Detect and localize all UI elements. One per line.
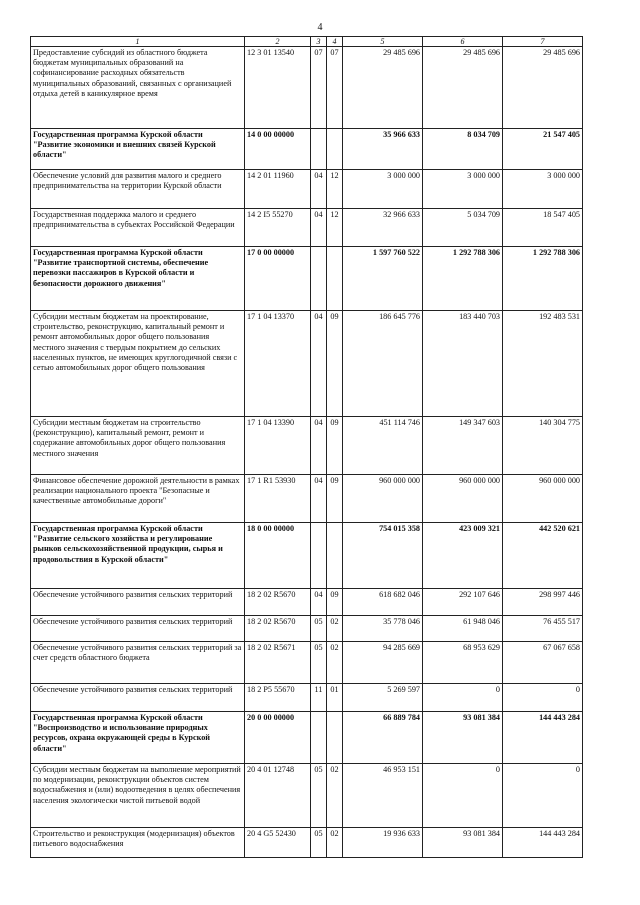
column-header: 4	[327, 37, 343, 47]
row-amount-cell: 35 966 633	[343, 129, 423, 170]
row-amount-cell: 5 034 709	[423, 209, 503, 247]
column-header: 3	[311, 37, 327, 47]
column-header: 5	[343, 37, 423, 47]
row-amount-cell: 192 483 531	[503, 311, 583, 417]
row-section-cell	[311, 712, 327, 764]
row-subsection-cell: 09	[327, 589, 343, 616]
row-amount-cell: 8 034 709	[423, 129, 503, 170]
row-code-cell: 14 0 00 00000	[245, 129, 311, 170]
row-amount-cell: 68 953 629	[423, 642, 503, 684]
row-code-cell: 17 1 R1 53930	[245, 475, 311, 523]
column-header: 2	[245, 37, 311, 47]
row-section-cell: 05	[311, 616, 327, 642]
row-subsection-cell: 07	[327, 47, 343, 129]
column-header: 6	[423, 37, 503, 47]
row-subsection-cell	[327, 247, 343, 311]
table-row	[31, 209, 583, 247]
row-section-cell	[311, 247, 327, 311]
table-row	[31, 684, 583, 712]
row-amount-cell: 32 966 633	[343, 209, 423, 247]
page-number: 4	[317, 22, 323, 33]
row-amount-cell: 3 000 000	[423, 170, 503, 209]
row-code-cell: 17 0 00 00000	[245, 247, 311, 311]
program-row	[31, 247, 583, 311]
row-name-cell: Государственная поддержка малого и среднего предпринимательства в субъектах Российской Федерации	[31, 209, 245, 247]
table-row	[31, 642, 583, 684]
row-name-cell: Предоставление субсидий из областного бюджета бюджетам муниципальных образований на софинансирование расходных обязательств муниципальных образований, связанных с организацией отдыха детей в каникулярное время	[31, 47, 245, 129]
table-row	[31, 764, 583, 828]
row-name-cell: Финансовое обеспечение дорожной деятельности в рамках реализации национального проекта "Безопасные и качественные автомобильные дороги"	[31, 475, 245, 523]
row-section-cell: 05	[311, 764, 327, 828]
row-amount-cell: 3 000 000	[503, 170, 583, 209]
row-amount-cell: 29 485 696	[503, 47, 583, 129]
row-section-cell: 04	[311, 209, 327, 247]
row-code-cell: 14 2 01 11960	[245, 170, 311, 209]
row-section-cell: 04	[311, 417, 327, 475]
row-name-cell: Субсидии местным бюджетам на строительство (реконструкцию), капитальный ремонт, ремонт и содержание автомобильных дорог общего пользования местного значения	[31, 417, 245, 475]
row-amount-cell: 93 081 384	[423, 712, 503, 764]
row-subsection-cell: 02	[327, 764, 343, 828]
table-row	[31, 170, 583, 209]
row-section-cell	[311, 129, 327, 170]
row-amount-cell: 67 067 658	[503, 642, 583, 684]
row-section-cell: 04	[311, 589, 327, 616]
row-amount-cell: 76 455 517	[503, 616, 583, 642]
row-amount-cell: 442 520 621	[503, 523, 583, 589]
row-subsection-cell	[327, 129, 343, 170]
table-body	[31, 47, 583, 858]
row-amount-cell: 94 285 669	[343, 642, 423, 684]
row-amount-cell: 61 948 046	[423, 616, 503, 642]
row-name-cell: Обеспечение устойчивого развития сельских территорий	[31, 616, 245, 642]
row-amount-cell: 423 009 321	[423, 523, 503, 589]
table-row	[31, 616, 583, 642]
table-row	[31, 589, 583, 616]
row-subsection-cell: 12	[327, 170, 343, 209]
row-amount-cell: 35 778 046	[343, 616, 423, 642]
row-amount-cell: 144 443 284	[503, 712, 583, 764]
row-subsection-cell: 02	[327, 828, 343, 858]
row-section-cell: 11	[311, 684, 327, 712]
row-name-cell: Строительство и реконструкция (модернизация) объектов питьевого водоснабжения	[31, 828, 245, 858]
row-name-cell: Государственная программа Курской области "Воспроизводство и использование природных ресурсов, охрана окружающей среды в Курской области"	[31, 712, 245, 764]
row-amount-cell: 93 081 384	[423, 828, 503, 858]
row-subsection-cell: 09	[327, 417, 343, 475]
column-header: 7	[503, 37, 583, 47]
row-amount-cell: 0	[503, 684, 583, 712]
row-amount-cell: 960 000 000	[423, 475, 503, 523]
row-subsection-cell	[327, 523, 343, 589]
row-amount-cell: 66 889 784	[343, 712, 423, 764]
row-name-cell: Обеспечение устойчивого развития сельских территорий	[31, 589, 245, 616]
row-amount-cell: 451 114 746	[343, 417, 423, 475]
row-code-cell: 17 1 04 13390	[245, 417, 311, 475]
budget-table	[30, 36, 583, 858]
row-amount-cell: 298 997 446	[503, 589, 583, 616]
row-code-cell: 18 2 02 R5671	[245, 642, 311, 684]
program-row	[31, 129, 583, 170]
row-amount-cell: 292 107 646	[423, 589, 503, 616]
row-amount-cell: 46 953 151	[343, 764, 423, 828]
row-amount-cell: 960 000 000	[343, 475, 423, 523]
row-name-cell: Обеспечение устойчивого развития сельских территорий	[31, 684, 245, 712]
column-header: 1	[31, 37, 245, 47]
row-name-cell: Субсидии местным бюджетам на выполнение мероприятий по модернизации, реконструкции объектов систем водоснабжения и (или) водоотведения в целях обеспечения населения экологически чистой питьевой водой	[31, 764, 245, 828]
row-amount-cell: 29 485 696	[343, 47, 423, 129]
row-code-cell: 18 2 02 R5670	[245, 589, 311, 616]
row-subsection-cell: 09	[327, 475, 343, 523]
row-amount-cell: 0	[423, 764, 503, 828]
row-section-cell: 07	[311, 47, 327, 129]
table-row	[31, 828, 583, 858]
row-name-cell: Государственная программа Курской области "Развитие сельского хозяйства и регулирование рынков сельскохозяйственной продукции, сырья и продовольствия в Курской области"	[31, 523, 245, 589]
row-amount-cell: 1 292 788 306	[503, 247, 583, 311]
row-name-cell: Государственная программа Курской области "Развитие экономики и внешних связей Курской области"	[31, 129, 245, 170]
row-amount-cell: 21 547 405	[503, 129, 583, 170]
row-amount-cell: 960 000 000	[503, 475, 583, 523]
row-amount-cell: 183 440 703	[423, 311, 503, 417]
row-amount-cell: 0	[503, 764, 583, 828]
table-row	[31, 475, 583, 523]
row-subsection-cell	[327, 712, 343, 764]
header-row	[31, 37, 583, 47]
row-code-cell: 20 0 00 00000	[245, 712, 311, 764]
row-code-cell: 20 4 G5 52430	[245, 828, 311, 858]
row-amount-cell: 186 645 776	[343, 311, 423, 417]
row-code-cell: 18 2 P5 55670	[245, 684, 311, 712]
row-subsection-cell: 02	[327, 616, 343, 642]
row-amount-cell: 754 015 358	[343, 523, 423, 589]
row-subsection-cell: 02	[327, 642, 343, 684]
table-row	[31, 417, 583, 475]
row-subsection-cell: 12	[327, 209, 343, 247]
row-name-cell: Обеспечение условий для развития малого и среднего предпринимательства на территории Курской области	[31, 170, 245, 209]
row-name-cell: Государственная программа Курской области "Развитие транспортной системы, обеспечение перевозки пассажиров в Курской области и безопасности дорожного движения"	[31, 247, 245, 311]
row-name-cell: Обеспечение устойчивого развития сельских территорий за счет средств областного бюджета	[31, 642, 245, 684]
row-amount-cell: 140 304 775	[503, 417, 583, 475]
row-code-cell: 12 3 01 13540	[245, 47, 311, 129]
row-code-cell: 18 0 00 00000	[245, 523, 311, 589]
row-amount-cell: 19 936 633	[343, 828, 423, 858]
row-code-cell: 14 2 I5 55270	[245, 209, 311, 247]
row-amount-cell: 144 443 284	[503, 828, 583, 858]
row-code-cell: 20 4 01 12748	[245, 764, 311, 828]
row-amount-cell: 3 000 000	[343, 170, 423, 209]
row-subsection-cell: 01	[327, 684, 343, 712]
row-section-cell	[311, 523, 327, 589]
row-section-cell: 04	[311, 475, 327, 523]
row-section-cell: 04	[311, 311, 327, 417]
row-amount-cell: 5 269 597	[343, 684, 423, 712]
row-amount-cell: 0	[423, 684, 503, 712]
row-subsection-cell: 09	[327, 311, 343, 417]
row-section-cell: 05	[311, 828, 327, 858]
program-row	[31, 523, 583, 589]
row-code-cell: 18 2 02 R5670	[245, 616, 311, 642]
row-amount-cell: 1 597 760 522	[343, 247, 423, 311]
row-amount-cell: 29 485 696	[423, 47, 503, 129]
row-amount-cell: 1 292 788 306	[423, 247, 503, 311]
row-section-cell: 04	[311, 170, 327, 209]
row-amount-cell: 18 547 405	[503, 209, 583, 247]
row-name-cell: Субсидии местным бюджетам на проектирование, строительство, реконструкцию, капитальный ремонт и ремонт автомобильных дорог общего пользования местного значения с твердым покрытием до сельских населенных пунктов, не имеющих круглогодичной связи с сетью автомобильных дорог общего пользования	[31, 311, 245, 417]
program-row	[31, 712, 583, 764]
row-section-cell: 05	[311, 642, 327, 684]
row-code-cell: 17 1 04 13370	[245, 311, 311, 417]
row-amount-cell: 618 682 046	[343, 589, 423, 616]
table-row	[31, 47, 583, 129]
table-row	[31, 311, 583, 417]
row-amount-cell: 149 347 603	[423, 417, 503, 475]
